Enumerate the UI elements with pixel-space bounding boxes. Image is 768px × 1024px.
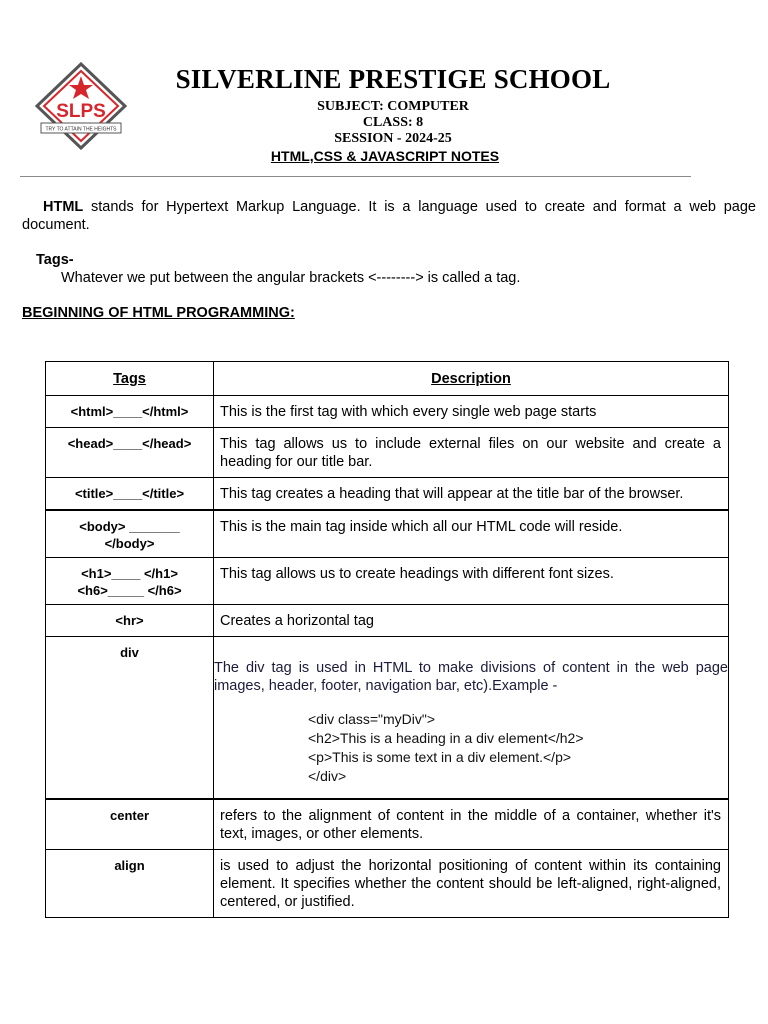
- table-row: [46, 637, 729, 800]
- tag-cell: <head>____</head>: [46, 428, 214, 478]
- class-line: CLASS: 8: [362, 115, 424, 130]
- tags-definition: Whatever we put between the angular brackets <--------> is called a tag.: [61, 270, 521, 286]
- table-row: [46, 558, 729, 605]
- description-cell: [214, 637, 729, 800]
- description-cell: refers to the alignment of content in the middle of a container, whether it's text, images, or other elements.: [214, 799, 729, 849]
- description-column-header: Description: [214, 362, 729, 396]
- table-row: [46, 396, 729, 428]
- code-line: <h2>This is a heading in a div element</h2>: [308, 730, 584, 746]
- html-tags-table: [45, 361, 729, 918]
- tag-line: </body>: [104, 535, 155, 551]
- code-line: </div>: [308, 768, 347, 784]
- tag-cell: <html>____</html>: [46, 396, 214, 428]
- tag-cell: [46, 558, 214, 605]
- description-cell: This is the main tag inside which all our HTML code will reside.: [214, 510, 729, 558]
- html-definition: stands for Hypertext Markup Language. It is a language used to create and format a web page document.: [22, 199, 756, 233]
- table-row: [46, 428, 729, 478]
- table-row: [46, 478, 729, 510]
- code-line: <p>This is some text in a div element.</p>: [308, 749, 572, 765]
- tag-line: <body> _______: [79, 518, 180, 534]
- subject-line: SUBJECT: COMPUTER: [317, 99, 469, 114]
- description-cell: Creates a horizontal tag: [214, 605, 729, 637]
- notes-title: HTML,CSS & JAVASCRIPT NOTES: [270, 148, 500, 164]
- tags-heading: Tags-: [36, 252, 74, 268]
- code-line: <div class="myDiv">: [308, 711, 436, 727]
- div-description-text: The div tag is used in HTML to make divisions of content in the web page images, header, footer, navigation bar, etc).Example -: [214, 660, 728, 694]
- html-term: HTML: [43, 199, 84, 215]
- school-name: SILVERLINE PRESTIGE SCHOOL: [175, 64, 611, 94]
- table-row: [46, 799, 729, 849]
- html-intro-paragraph: [22, 198, 756, 234]
- header-divider: [20, 176, 691, 177]
- tag-cell: div: [46, 637, 214, 800]
- description-cell: This tag creates a heading that will appear at the title bar of the browser.: [214, 478, 729, 510]
- tag-line: <h6>_____ </h6>: [77, 583, 182, 598]
- tag-cell: <title>____</title>: [46, 478, 214, 510]
- tag-cell: align: [46, 849, 214, 917]
- description-cell: This tag allows us to include external files on our website and create a heading for our title bar.: [214, 428, 729, 478]
- tag-cell: <hr>: [46, 605, 214, 637]
- section-heading: BEGINNING OF HTML PROGRAMMING:: [22, 305, 295, 321]
- table-header-row: [46, 362, 729, 396]
- school-logo: [33, 60, 129, 156]
- table-row: [46, 605, 729, 637]
- tags-column-header: Tags: [46, 362, 214, 396]
- description-cell: This is the first tag with which every single web page starts: [214, 396, 729, 428]
- table-row: [46, 510, 729, 558]
- div-code-example: [308, 710, 728, 786]
- tag-cell: center: [46, 799, 214, 849]
- logo-tagline: TRY TO ATTAIN THE HEIGHTS: [45, 126, 117, 133]
- tag-line: <h1>____ </h1>: [81, 566, 178, 581]
- table-row: [46, 849, 729, 917]
- session-line: SESSION - 2024-25: [334, 131, 452, 146]
- description-cell: This tag allows us to create headings with different font sizes.: [214, 558, 729, 605]
- tag-cell: [46, 510, 214, 558]
- logo-text: SLPS: [56, 101, 106, 122]
- description-cell: is used to adjust the horizontal positioning of content within its containing element. It specifies whether the content should be left-aligned, right-aligned, centered, or justified.: [214, 849, 729, 917]
